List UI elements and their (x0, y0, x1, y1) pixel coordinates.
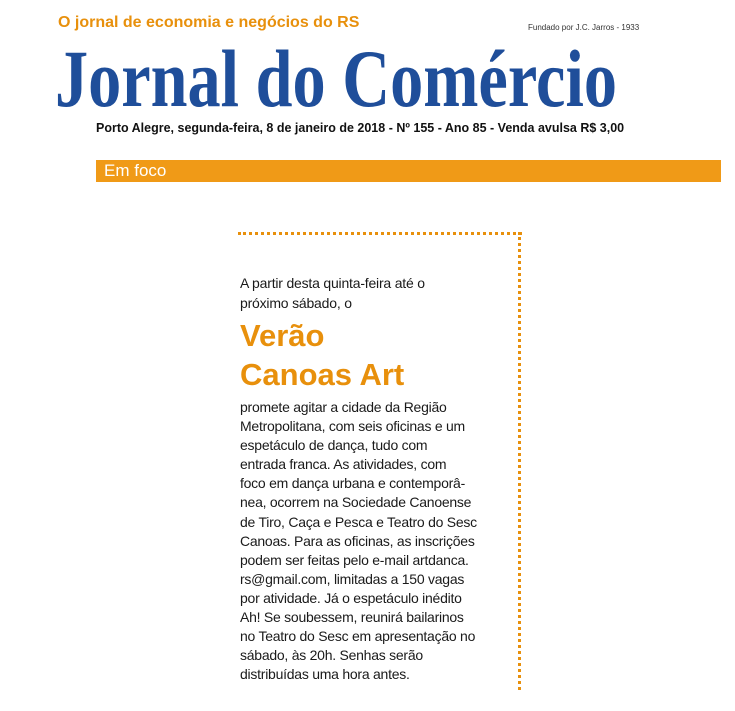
body-line: Canoas. Para as oficinas, as inscrições (240, 532, 475, 549)
body-line: nea, ocorrem na Sociedade Canoense (240, 494, 472, 511)
body-line: promete agitar a cidade da Região (240, 399, 447, 415)
founded-note: Fundado por J.C. Jarros - 1933 (528, 23, 640, 32)
body-line: rs@gmail.com, limitadas a 150 vagas (240, 570, 465, 587)
body-line: Metropolitana, com seis oficinas e um (240, 418, 465, 435)
article-body (240, 398, 512, 684)
headline-line: Verão (240, 318, 325, 353)
body-line: foco em dança urbana e contemporâ- (240, 475, 465, 492)
body-line: por atividade. Já o espetáculo inédito (240, 589, 462, 606)
masthead-logo (55, 30, 621, 124)
body-line: entrada franca. As atividades, com (240, 456, 447, 473)
section-label: Em foco (104, 161, 167, 180)
dateline: Porto Alegre, segunda-feira, 8 de janeiro de 2018 - Nº 155 - Ano 85 - Venda avulsa R$ 3,00 (96, 121, 625, 135)
section-bar (96, 160, 721, 182)
article (240, 273, 512, 684)
masthead-title: Jornal do Comércio (55, 33, 617, 124)
body-line: espetáculo de dança, tudo com (240, 437, 428, 454)
dotted-border-right (518, 232, 521, 690)
intro-line: próximo sábado, o (240, 295, 352, 311)
body-line: distribuídas uma hora antes. (240, 666, 410, 683)
intro-line: A partir desta quinta-feira até o (240, 275, 425, 291)
article-headline (240, 316, 512, 394)
body-line: podem ser feitas pelo e-mail artdanca. (240, 551, 469, 568)
newspaper-tagline: O jornal de economia e negócios do RS (58, 14, 360, 31)
dotted-border-top (238, 232, 522, 235)
body-line: Ah! Se soubessem, reunirá bailarinos (240, 609, 464, 626)
body-line: de Tiro, Caça e Pesca e Teatro do Sesc (240, 513, 477, 530)
body-line: sábado, às 20h. Senhas serão (240, 647, 423, 664)
body-line: no Teatro do Sesc em apresentação no (240, 628, 476, 645)
article-intro (240, 273, 512, 313)
headline-line: Canoas Art (240, 357, 405, 392)
